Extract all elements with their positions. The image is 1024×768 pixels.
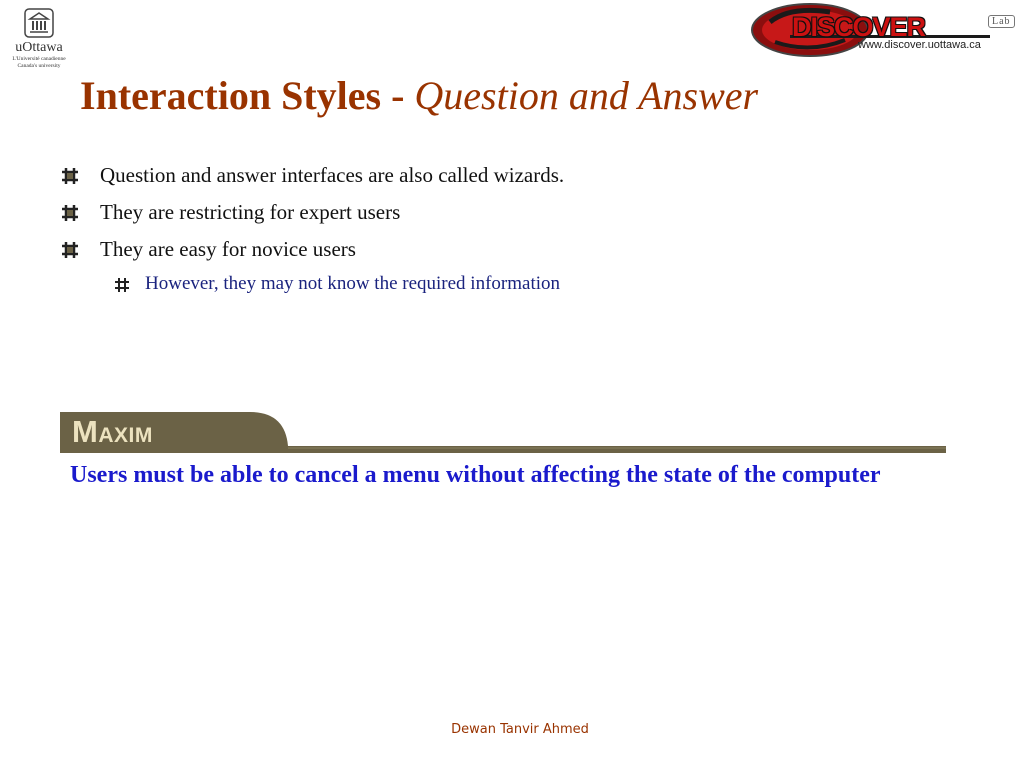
- discover-wordmark: DISCOVER: [792, 12, 926, 42]
- title-italic: Question and Answer: [414, 73, 759, 118]
- maxim-label-rest: AXIM: [98, 424, 153, 447]
- maxim-banner: [60, 412, 946, 454]
- bullet-marker-icon: [60, 166, 80, 186]
- uottawa-logo: [8, 8, 70, 70]
- maxim-label-first: M: [72, 414, 99, 449]
- bullet-text: They are restricting for expert users: [100, 200, 401, 224]
- uottawa-name: uOttawa: [15, 40, 63, 55]
- bullet-item: [60, 234, 960, 271]
- building-icon: [24, 8, 54, 38]
- uottawa-subtitle-en: Canada's university: [17, 63, 61, 69]
- discover-url: www.discover.uottawa.ca: [858, 39, 981, 51]
- uottawa-subtitle-fr: L'Université canadienne: [12, 56, 66, 62]
- discover-lab-logo: [750, 2, 1020, 58]
- sub-bullet-item: [60, 271, 960, 297]
- sub-bullet-text: However, they may not know the required information: [145, 273, 561, 294]
- bullet-marker-icon: [60, 240, 80, 260]
- bullet-marker-icon: [60, 203, 80, 223]
- maxim-text: Users must be able to cancel a menu without affecting the state of the computer: [70, 462, 881, 488]
- discover-lab-tag: Lab: [988, 15, 1015, 28]
- maxim-label: [72, 414, 153, 450]
- maxim-tab-shape: [60, 412, 946, 454]
- bullet-item: [60, 160, 960, 197]
- bullet-text: They are easy for novice users: [100, 237, 356, 261]
- bullet-list: [60, 160, 960, 297]
- slide-title: [80, 72, 758, 119]
- title-plain: Interaction Styles -: [80, 73, 415, 118]
- footer-author: Dewan Tanvir Ahmed: [451, 722, 589, 737]
- bullet-item: [60, 197, 960, 234]
- sub-bullet-marker-icon: [114, 277, 130, 293]
- bullet-text: Question and answer interfaces are also called wizards.: [100, 163, 565, 187]
